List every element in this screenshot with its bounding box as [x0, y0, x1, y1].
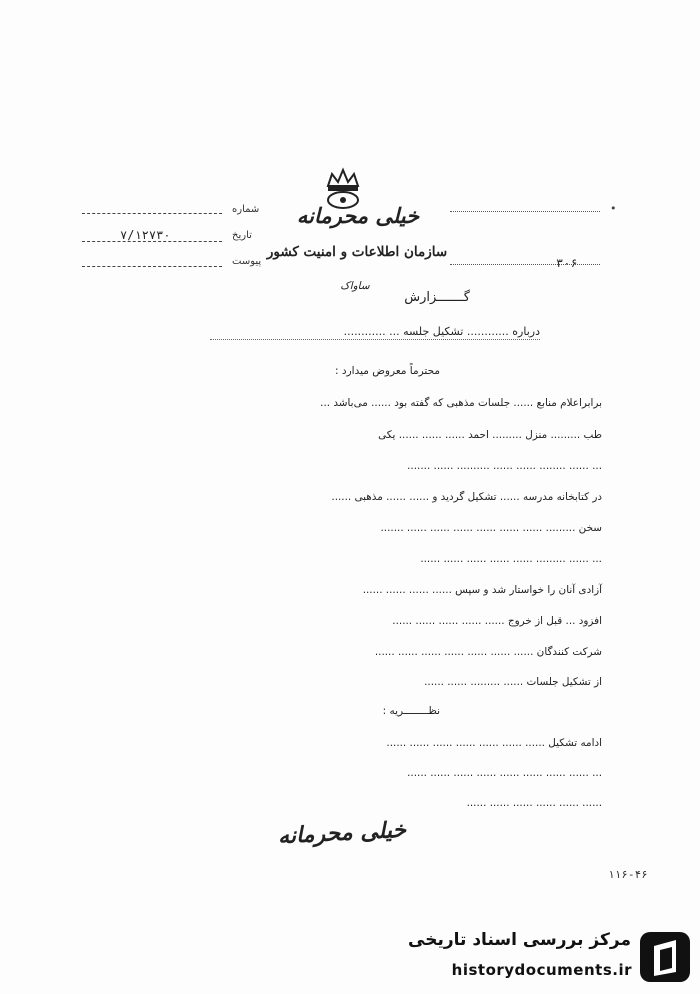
- body-line: از تشکیل جلسات ...... ......... ...... ......: [424, 676, 602, 688]
- archive-center-logo-icon: [636, 926, 694, 988]
- watermark-title: مرکز بررسی اسناد تاریخی: [408, 930, 631, 950]
- body-line: ... ...... ...... ...... ...... ...... ...... ...... ......: [407, 767, 602, 779]
- number-line: [82, 213, 222, 214]
- attachment-label: پیوست: [232, 256, 262, 267]
- body-line: ... ...... ......... ...... ...... ...... ...... ......: [420, 553, 602, 565]
- right-ref-value: ۳۰۶: [556, 256, 578, 270]
- body-line: سخن ......... ...... ...... ...... ...... ...... ...... .......: [380, 522, 602, 534]
- document-number: ۱۱۶-۴۶: [608, 868, 648, 881]
- body-line: ادامه تشکیل ...... ...... ...... ...... ...... ...... ......: [386, 737, 602, 749]
- right-field-line-1: [450, 211, 600, 212]
- body-line: آزادی آنان را خواستار شد و سپس ...... ...... ...... ......: [362, 584, 602, 596]
- classification-stamp: خیلی محرمانه: [277, 816, 407, 850]
- letterhead-script: خیلی محرمانه: [296, 203, 420, 228]
- watermark-url[interactable]: historydocuments.ir: [451, 961, 632, 979]
- body-line: شرکت کنندگان ...... ...... ...... ...... ...... ...... ......: [374, 646, 602, 658]
- body-line: ... ...... ........ ...... ...... .......... ...... .......: [407, 460, 602, 472]
- organization-name: سازمان اطلاعات و امنیت کشور: [266, 244, 448, 260]
- report-heading: گـــــــزارش: [404, 290, 470, 305]
- date-label: تاریخ: [232, 230, 252, 241]
- subject-line: درباره ............ تشکیل جلسه ... ............: [210, 325, 540, 340]
- right-field-mark-icon: •: [610, 202, 617, 215]
- opinion-heading: نظــــــــریه :: [382, 705, 440, 717]
- number-label: شماره: [232, 204, 260, 215]
- sub-unit-name: ساواک: [340, 280, 370, 292]
- body-line: افزود ... قبل از خروج ...... ...... ...... ...... ......: [392, 615, 602, 627]
- salutation: محترماً معروض میدارد :: [335, 365, 440, 377]
- body-line: برابراعلام منابع ...... جلسات مذهبی که گفته بود ...... می‌باشد ...: [320, 397, 602, 409]
- body-line: ...... ...... ...... ...... ...... ......: [466, 797, 602, 809]
- body-line: طب ......... منزل ......... احمد ...... ...... ...... یکی: [378, 429, 602, 441]
- attachment-line: [82, 266, 222, 267]
- date-value: ۷/۱۲۷۳۰: [120, 228, 171, 242]
- body-line: در کتابخانه مدرسه ...... تشکیل گردید و ...... ...... مذهبی ......: [331, 491, 602, 503]
